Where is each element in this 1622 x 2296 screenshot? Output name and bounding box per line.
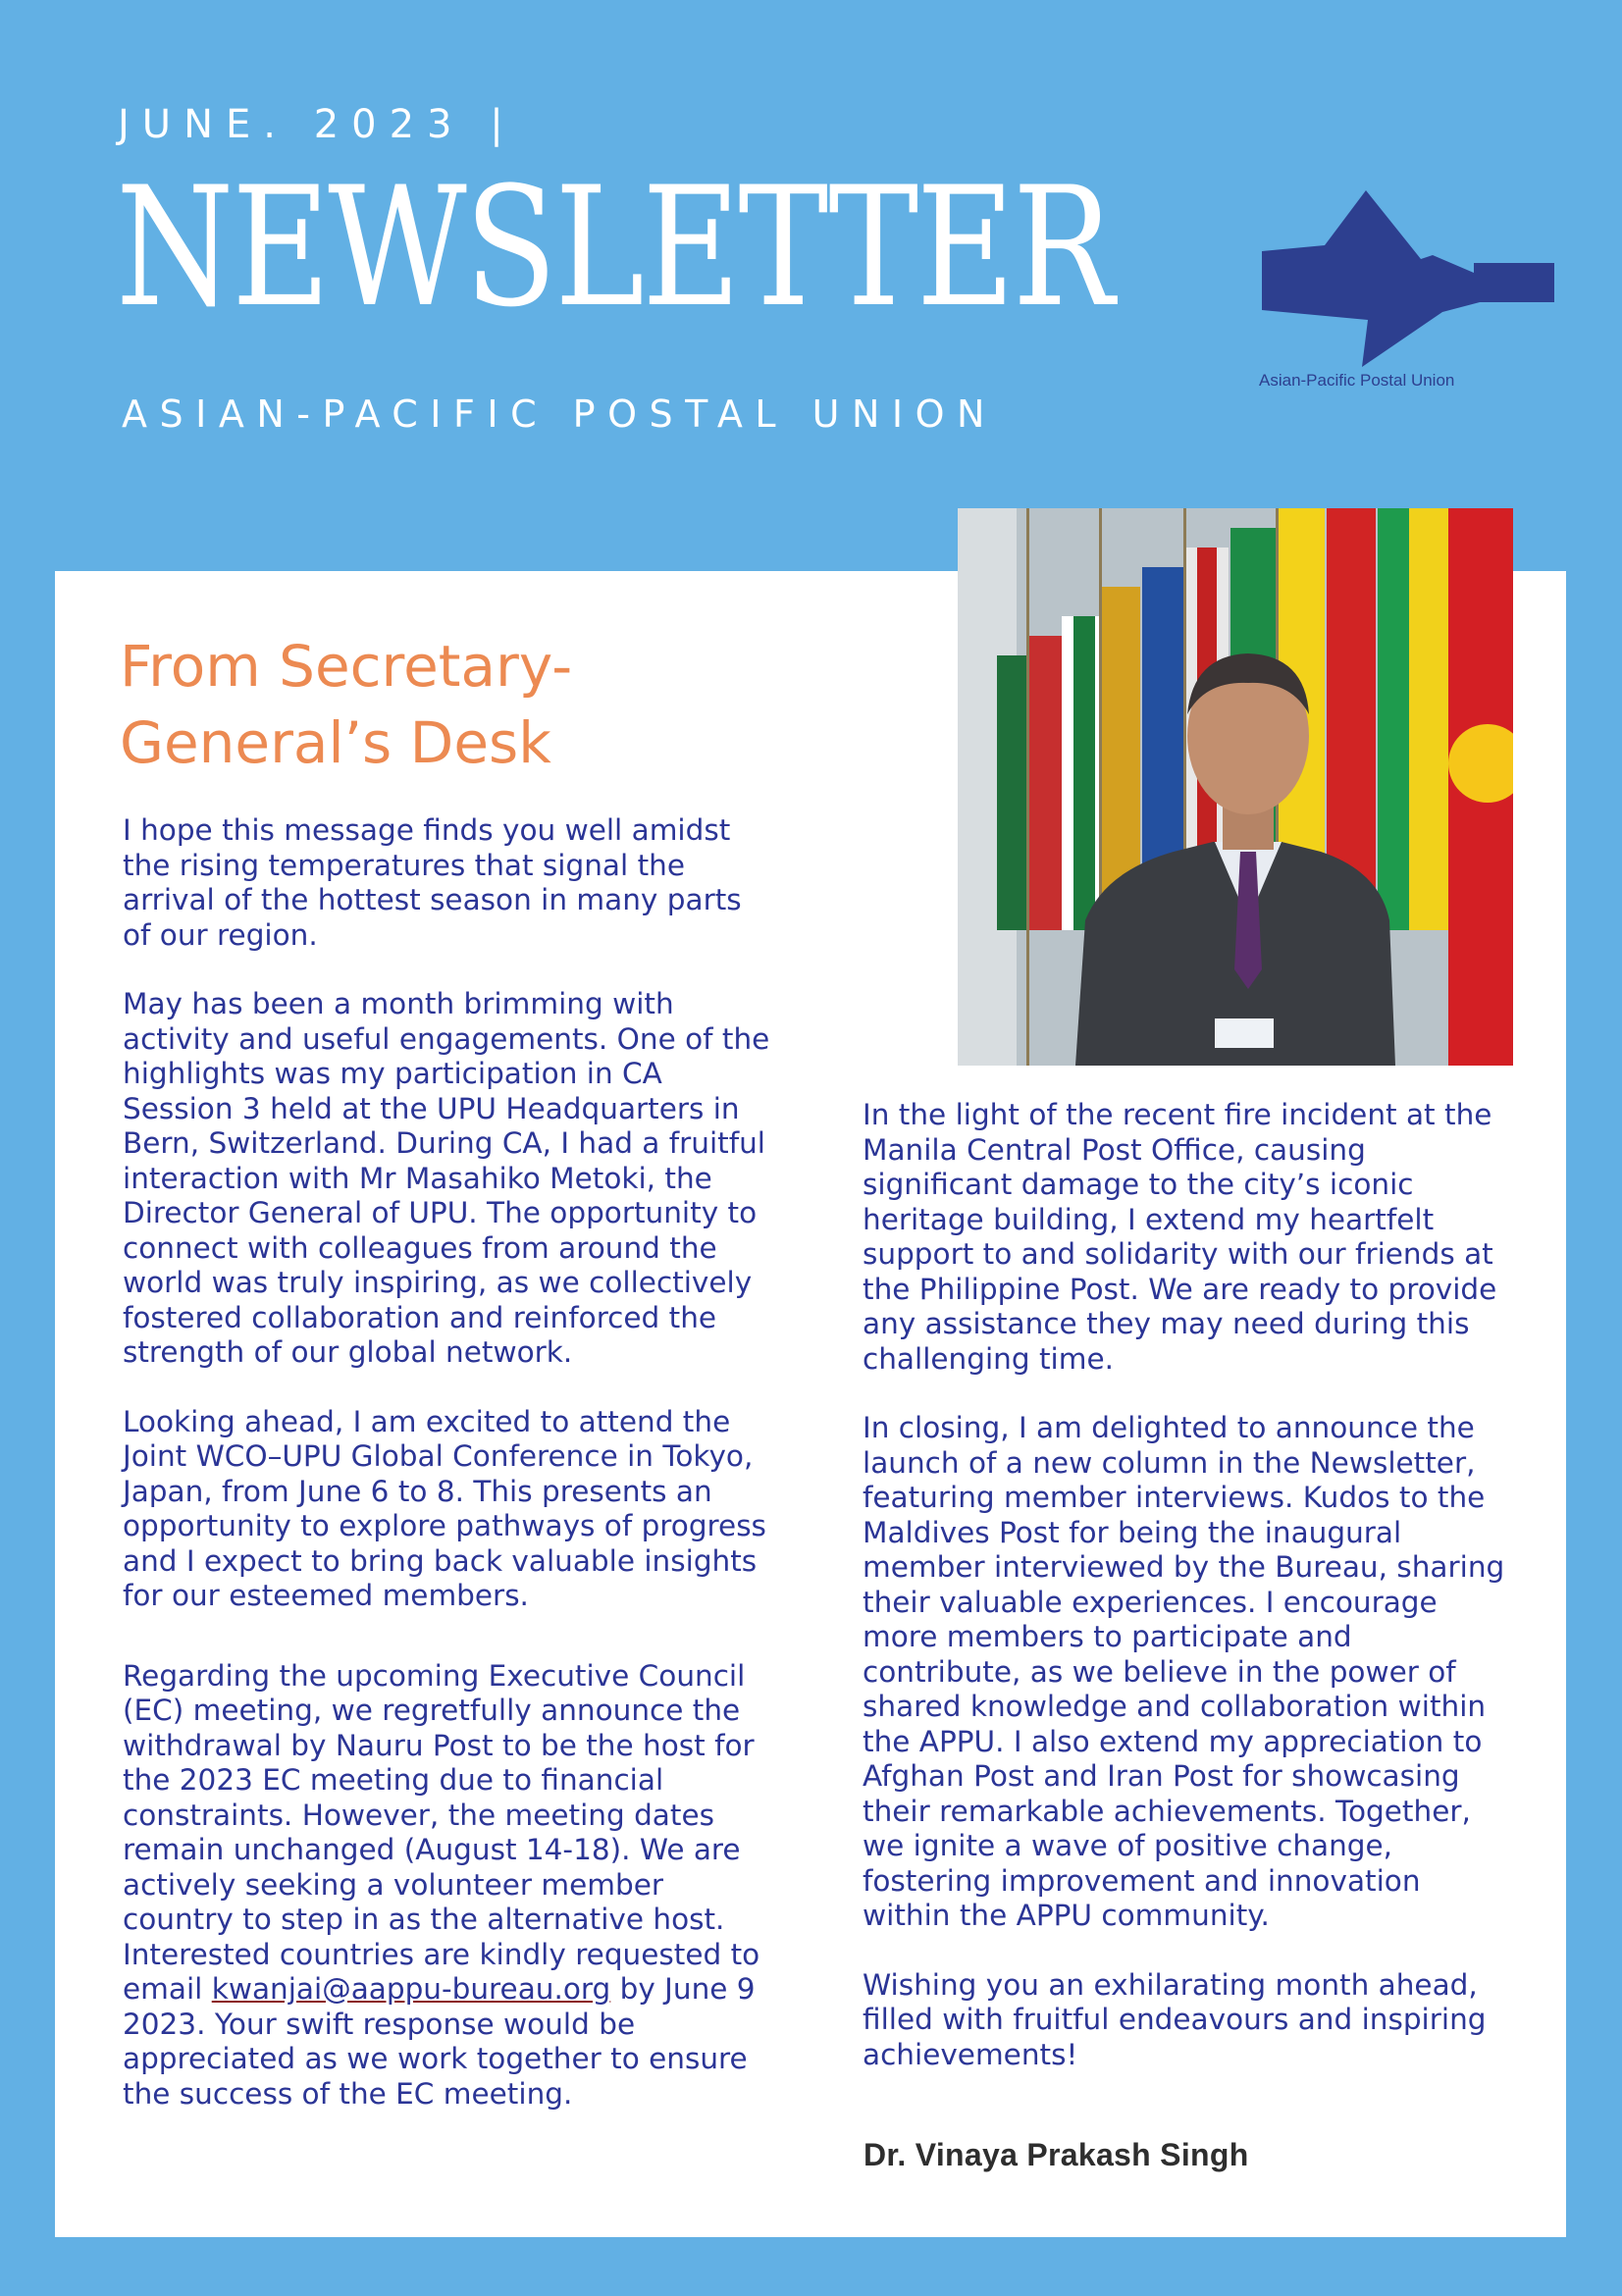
text-line: Maldives Post for being the inaugural: [863, 1515, 1402, 1549]
text-line: their remarkable achievements. Together,: [863, 1794, 1471, 1828]
text-line: support to and solidarity with our friends at: [863, 1237, 1493, 1271]
text-line: Joint WCO–UPU Global Conference in Tokyo,: [123, 1439, 754, 1473]
text-line: Director General of UPU. The opportunity to: [123, 1196, 758, 1229]
text-line: Bern, Switzerland. During CA, I had a fruitful: [123, 1126, 766, 1160]
article-heading: [120, 628, 826, 781]
text-line: In closing, I am delighted to announce the: [863, 1411, 1475, 1444]
text-line: contribute, as we believe in the power of: [863, 1654, 1456, 1689]
text-line: heritage building, I extend my heartfelt: [863, 1202, 1435, 1236]
text-line: fostering improvement and innovation: [863, 1863, 1421, 1898]
newsletter-title: NEWSLETTER: [116, 151, 1113, 343]
text-line: Manila Central Post Office, causing: [863, 1132, 1366, 1167]
text-line: member interviewed by the Bureau, sharing: [863, 1550, 1505, 1584]
paragraph-may-activities: [123, 987, 834, 1371]
paragraph-wishes: [863, 1968, 1549, 2073]
text-line: challenging time.: [863, 1341, 1114, 1376]
text-line: their valuable experiences. I encourage: [863, 1585, 1438, 1619]
paragraph-manila-fire: [863, 1098, 1549, 1377]
text-line: we ignite a wave of positive change,: [863, 1829, 1393, 1862]
text-line: activity and useful engagements. One of the: [123, 1021, 770, 1056]
portrait-photo: [958, 508, 1513, 1066]
text-line: I hope this message finds you well amidst: [123, 813, 731, 847]
text-line: constraints. However, the meeting dates: [123, 1798, 714, 1832]
text-line: withdrawal by Nauru Post to be the host for: [123, 1728, 755, 1762]
text-line: world was truly inspiring, as we collectively: [123, 1266, 753, 1299]
logo-caption: Asian-Pacific Postal Union: [1259, 371, 1455, 390]
heading-line-2: General’s Desk: [120, 709, 551, 776]
newsletter-date: JUNE. 2023 |: [118, 102, 516, 147]
text-line: the success of the EC meeting.: [123, 2076, 573, 2111]
right-column: [863, 1098, 1549, 2072]
text-line: actively seeking a volunteer member: [123, 1867, 663, 1902]
text-line: interaction with Mr Masahiko Metoki, the: [123, 1161, 712, 1195]
text-line: opportunity to explore pathways of progress: [123, 1509, 766, 1542]
text-line: connect with colleagues from around the: [123, 1230, 717, 1265]
paragraph-executive-council: [123, 1659, 834, 2113]
heading-line-1: From Secretary-: [120, 633, 573, 700]
text-line: Session 3 held at the UPU Headquarters in: [123, 1091, 740, 1125]
text-line: Japan, from June 6 to 8. This presents an: [123, 1474, 712, 1508]
text-line: the rising temperatures that signal the: [123, 848, 685, 882]
bird-logo-icon: [1256, 186, 1570, 373]
text-line: Regarding the upcoming Executive Council: [123, 1658, 746, 1693]
text-line: Interested countries are kindly requested to: [123, 1937, 760, 1971]
text-line: launch of a new column in the Newsletter,: [863, 1445, 1476, 1480]
text-line: appreciated as we work together to ensure: [123, 2042, 748, 2075]
paragraph-intro: [123, 813, 834, 953]
text-line: more members to participate and: [863, 1620, 1352, 1653]
paragraph-looking-ahead: [123, 1405, 834, 1614]
appu-logo: [1256, 186, 1570, 402]
text-line: highlights was my participation in CA: [123, 1057, 662, 1090]
text-line: filled with fruitful endeavours and inspiring: [863, 2003, 1487, 2036]
text-line: of our region.: [123, 917, 318, 952]
text-line: Wishing you an exhilarating month ahead,: [863, 1967, 1478, 2002]
text-line: achievements!: [863, 2037, 1078, 2071]
contact-email-link[interactable]: kwanjai@aappu-bureau.org: [211, 1972, 611, 2006]
text-line: arrival of the hottest season in many parts: [123, 883, 742, 916]
text-line: country to step in as the alternative host.: [123, 1903, 725, 1936]
text-line: within the APPU community.: [863, 1899, 1270, 1932]
text-line: significant damage to the city’s iconic: [863, 1168, 1414, 1201]
text-line: strength of our global network.: [123, 1335, 573, 1369]
author-signature: Dr. Vinaya Prakash Singh: [863, 2137, 1249, 2172]
text-line: the 2023 EC meeting due to financial: [123, 1763, 664, 1797]
text-line: shared knowledge and collaboration within: [863, 1690, 1487, 1723]
text-line: the Philippine Post. We are ready to provide: [863, 1272, 1497, 1306]
text-line: In the light of the recent fire incident at the: [863, 1098, 1492, 1131]
text-line: featuring member interviews. Kudos to the: [863, 1481, 1486, 1514]
paragraph-closing: [863, 1411, 1549, 1934]
text-line: Looking ahead, I am excited to attend the: [123, 1404, 731, 1438]
text-line: Afghan Post and Iran Post for showcasing: [863, 1759, 1460, 1793]
text-line: the APPU. I also extend my appreciation to: [863, 1724, 1483, 1758]
text-line: any assistance they may need during this: [863, 1307, 1470, 1340]
text-line: and I expect to bring back valuable insights: [123, 1543, 758, 1578]
organization-name: ASIAN-PACIFIC POSTAL UNION: [122, 392, 997, 436]
text-line: remain unchanged (August 14-18). We are: [123, 1833, 741, 1866]
text-line: May has been a month brimming with: [123, 987, 674, 1020]
email-line: [123, 1972, 834, 2008]
text-line: fostered collaboration and reinforced the: [123, 1300, 717, 1334]
left-column: [123, 813, 834, 2112]
text-line: for our esteemed members.: [123, 1579, 529, 1612]
text-fragment: by June 9: [610, 1972, 756, 2006]
text-fragment: email: [123, 1972, 212, 2006]
text-line: 2023. Your swift response would be: [123, 2007, 636, 2041]
text-line: (EC) meeting, we regretfully announce the: [123, 1694, 741, 1727]
